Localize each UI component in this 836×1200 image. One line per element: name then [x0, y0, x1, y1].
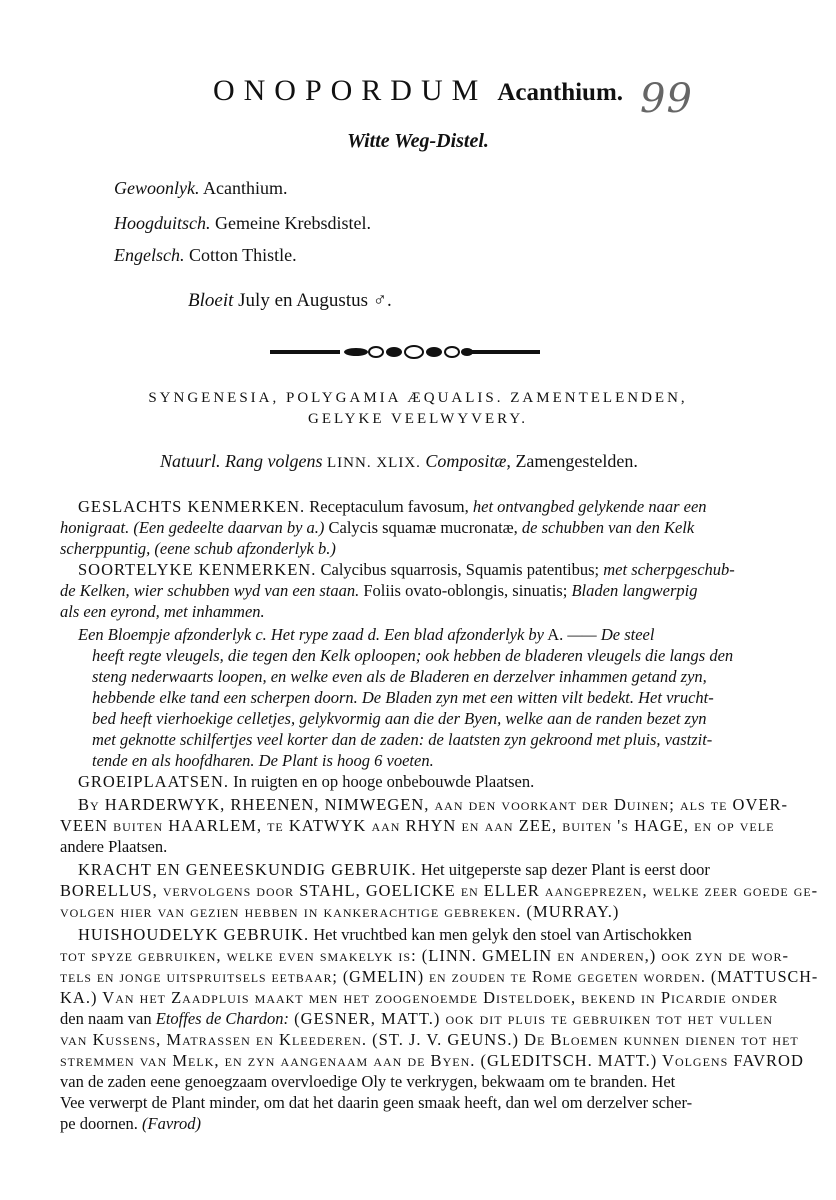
- flowering-period: [188, 290, 392, 312]
- text-line: honigraat. (Een gedeelte daarvan by a.) Calycis squamæ mucronatæ, de schubben van den Kelk: [60, 518, 695, 537]
- handwritten-page-number: 99: [640, 76, 693, 122]
- common-name: Gemeine Krebsdistel.: [215, 213, 371, 233]
- language-label: Engelsch.: [114, 245, 185, 265]
- flowering-months: July en Augustus ♂.: [238, 290, 392, 311]
- text-line: KA.) Van het Zaadpluis maakt men het zoogenoemde Disteldoek, bekend in Picardie onder: [60, 988, 779, 1007]
- text-line: volgen hier van gezien hebben in kankerachtige gebreken. (MURRAY.): [60, 902, 620, 921]
- linnaean-class: SYNGENESIA, POLYGAMIA ÆQUALIS. ZAMENTELENDEN,: [148, 390, 688, 406]
- text-line: steng nederwaarts loopen, en welke even als de Bladeren en derzelver inhammen getand zyn,: [92, 667, 707, 686]
- text-line: GROEIPLAATSEN. In ruigten en op hooge onbebouwde Plaatsen.: [78, 772, 535, 791]
- text-line: GESLACHTS KENMERKEN. Receptaculum favosum, het ontvangbed gelykende naar een: [78, 497, 707, 516]
- text-line: den naam van Etoffes de Chardon: (GESNER, MATT.) ook dit pluis te gebruiken tot het vullen: [60, 1009, 774, 1028]
- common-name: Cotton Thistle.: [188, 245, 297, 265]
- family-name: Compositæ,: [425, 451, 511, 471]
- text-line: scherppuntig, (eene schub afzonderlyk b.): [60, 539, 336, 558]
- text-line: pe doornen. (Favrod): [60, 1114, 201, 1133]
- text-line: Vee verwerpt de Plant minder, om dat het daarin geen smaak heeft, dan wel om derzelver scher-: [60, 1093, 693, 1112]
- text-line: andere Plaatsen.: [60, 837, 168, 856]
- linnaeus-reference: LINN. XLIX.: [327, 455, 421, 471]
- text-line: de Kelken, wier schubben wyd van een staan. Foliis ovato-oblongis, sinuatis; Bladen langwerpig: [60, 581, 698, 600]
- text-line: HUISHOUDELYK GEBRUIK. Het vruchtbed kan men gelyk den stoel van Artischokken: [78, 925, 692, 944]
- text-line: van Kussens, Matrassen en Kleederen. (ST. J. V. GEUNS.) De Bloemen kunnen dienen tot het: [60, 1030, 799, 1049]
- text-line: tels en jonge uitspruitsels eetbaar; (GMELIN) en zouden te Rome gegeten worden. (MATTUSCH-: [60, 967, 819, 986]
- species-name: Acanthium.: [497, 79, 624, 106]
- common-name-row: [114, 178, 287, 199]
- page-title: [0, 74, 836, 108]
- ornamental-divider: [270, 343, 540, 361]
- text-line: met geknotte schilfertjes veel korter dan de zaden: de laatsten zyn gekroond met pluis, vastzit-: [92, 730, 713, 749]
- text-line: hebbende elke tand een scherpen doorn. De Bladen zyn met een witten vilt bedekt. Het vrucht-: [92, 688, 714, 707]
- text-line: KRACHT EN GENEESKUNDIG GEBRUIK. Het uitgeperste sap dezer Plant is eerst door: [78, 860, 710, 879]
- language-label: Gewoonlyk.: [114, 178, 200, 198]
- common-name: Acanthium.: [203, 178, 288, 198]
- linnaean-class-dutch: GELYKE VEELWYVERY.: [308, 411, 528, 427]
- text-line: SOORTELYKE KENMERKEN. Calycibus squarrosis, Squamis patentibus; met scherpgeschub-: [78, 560, 735, 579]
- text-line: VEEN buiten HAARLEM, te KATWYK aan RHYN en aan ZEE, buiten 's HAGE, en op vele: [60, 816, 775, 835]
- genus-name: ONOPORDUM: [212, 74, 488, 107]
- text-line: tot spyze gebruiken, welke even smakelyk is: (LINN. GMELIN en anderen,) ook zyn de wor-: [60, 946, 789, 965]
- text-line: tende en als hoofdharen. De Plant is hoog 6 voeten.: [92, 751, 434, 770]
- text-line: BORELLUS, vervolgens door STAHL, GOELICKE en ELLER aangeprezen, welke zeer goede ge-: [60, 881, 819, 900]
- text-line: als een eyrond, met inhammen.: [60, 602, 265, 621]
- text-line: van de zaden eene genoegzaam overvloedige Oly te verkrygen, bekwaam om te branden. Het: [60, 1072, 676, 1091]
- family-dutch-name: Zamengestelden.: [515, 451, 638, 471]
- text-line: bed heeft vierhoekige celletjes, gelykvormig aan die der Byen, welke aan de randen bezet zyn: [92, 709, 707, 728]
- common-name-row: [114, 213, 371, 234]
- text-line: Een Bloempje afzonderlyk c. Het rype zaad d. Een blad afzonderlyk by A. —— De steel: [78, 625, 655, 644]
- flowering-label: Bloeit: [188, 290, 234, 311]
- text-line: heeft regte vleugels, die tegen den Kelk oploopen; ook hebben de bladeren vleugels die langs den: [92, 646, 734, 665]
- language-label: Hoogduitsch.: [114, 213, 211, 233]
- natural-rank: [160, 451, 638, 472]
- text-line: By HARDERWYK, RHEENEN, NIMWEGEN, aan den voorkant der Duinen; als te OVER-: [78, 795, 788, 814]
- dutch-common-name: Witte Weg-Distel.: [347, 130, 489, 152]
- natural-rank-label: Natuurl. Rang volgens: [160, 451, 323, 471]
- text-line: stremmen van Melk, en zyn aangenaam aan de Byen. (GLEDITSCH. MATT.) Volgens FAVROD: [60, 1051, 804, 1070]
- common-name-row: [114, 245, 297, 266]
